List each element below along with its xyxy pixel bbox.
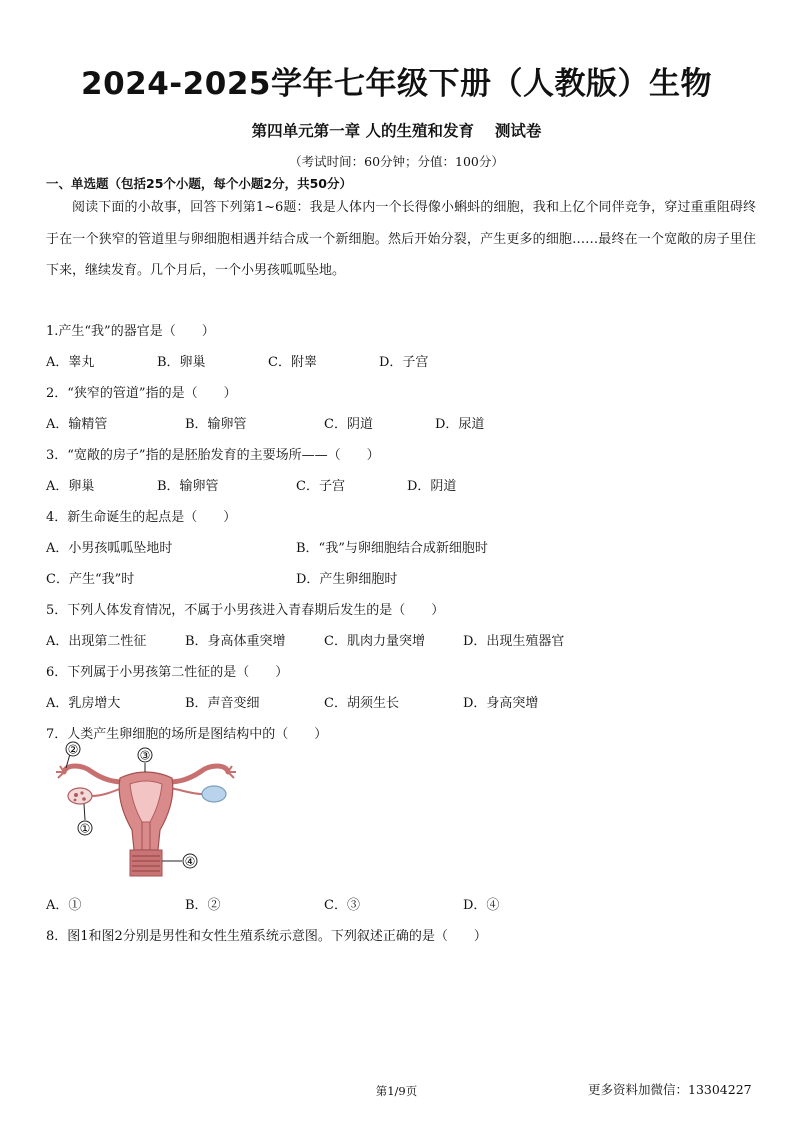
option-a: A．① xyxy=(46,898,82,913)
question-stem: 2．“狭窄的管道”指的是（ ） xyxy=(46,386,237,401)
option-a: A．乳房增大 xyxy=(46,696,121,711)
female-reproductive-diagram xyxy=(46,738,246,878)
vagina xyxy=(130,850,162,876)
page-title: 2024-2025学年七年级下册（人教版）生物 xyxy=(81,66,712,102)
left-fallopian-tube xyxy=(64,766,124,782)
option-c: C．胡须生长 xyxy=(324,696,399,711)
option-a: A．卵巢 xyxy=(46,479,95,494)
question-stem: 7．人类产生卵细胞的场所是图结构中的（ ） xyxy=(46,727,328,742)
question-stem: 5．下列人体发育情况，不属于小男孩进入青春期后发生的是（ ） xyxy=(46,603,445,618)
question-stem: 8．图1和图2分别是男性和女性生殖系统示意图。下列叙述正确的是（ ） xyxy=(46,929,487,944)
option-b: B．② xyxy=(185,898,221,913)
option-b: B．卵巢 xyxy=(157,355,206,370)
left-ovary xyxy=(68,788,92,804)
option-d: D．尿道 xyxy=(435,417,485,432)
option-d: D．产生卵细胞时 xyxy=(296,572,398,587)
option-d: D．身高突增 xyxy=(463,696,539,711)
diagram-label: ① xyxy=(79,821,91,836)
option-b: B．输卵管 xyxy=(185,417,247,432)
contact-note: 更多资料加微信：13304227 xyxy=(588,1082,752,1097)
question-stem: 4．新生命诞生的起点是（ ） xyxy=(46,510,237,525)
option-a: A．小男孩呱呱坠地时 xyxy=(46,541,173,556)
option-b: B．身高体重突增 xyxy=(185,634,286,649)
option-c: C．子宫 xyxy=(296,479,345,494)
option-d: D．阴道 xyxy=(407,479,457,494)
option-b: B．声音变细 xyxy=(185,696,260,711)
page-subtitle: 第四单元第一章 人的生殖和发育 测试卷 xyxy=(251,122,542,140)
option-d: D．④ xyxy=(463,898,500,913)
option-b: B．输卵管 xyxy=(157,479,219,494)
right-ovary xyxy=(202,786,226,802)
diagram-label: ③ xyxy=(139,748,151,763)
question-stem: 3．“宽敞的房子”指的是胚胎发育的主要场所——（ ） xyxy=(46,448,380,463)
option-c: C．③ xyxy=(324,898,360,913)
section-heading: 一、单选题（包括25个小题，每个小题2分，共50分） xyxy=(46,176,352,191)
option-a: A．输精管 xyxy=(46,417,108,432)
diagram-label: ④ xyxy=(184,854,196,869)
right-fallopian-tube xyxy=(168,766,228,782)
option-c: C．阴道 xyxy=(324,417,373,432)
option-a: A．出现第二性征 xyxy=(46,634,147,649)
page-number: 第1/9页 xyxy=(375,1084,418,1098)
question-stem: 6．下列属于小男孩第二性征的是（ ） xyxy=(46,665,289,680)
option-a: A．睾丸 xyxy=(46,355,95,370)
question-stem: 1.产生“我”的器官是（ ） xyxy=(46,324,215,339)
option-c: C．附睾 xyxy=(268,355,317,370)
option-b: B．“我”与卵细胞结合成新细胞时 xyxy=(296,541,488,556)
option-c: C．肌肉力量突增 xyxy=(324,634,425,649)
option-d: D．子宫 xyxy=(379,355,429,370)
option-d: D．出现生殖器官 xyxy=(463,634,565,649)
diagram-label: ② xyxy=(67,742,79,757)
story-passage: 阅读下面的小故事，回答下列第1~6题：我是人体内一个长得像小蝌蚪的细胞，我和上亿个同伴竞争，穿过重重阻碍终于在一个狭窄的管道里与卵细胞相遇并结合成一个新细胞。然后开始分裂，产生更多的细胞……最终在一个宽敞的房子里住下来，继续发育。几个月后，一个小男孩呱呱坠地。 xyxy=(46,200,756,278)
option-c: C．产生“我”时 xyxy=(46,572,135,587)
exam-info: （考试时间：60分钟；分值：100分） xyxy=(289,154,504,169)
